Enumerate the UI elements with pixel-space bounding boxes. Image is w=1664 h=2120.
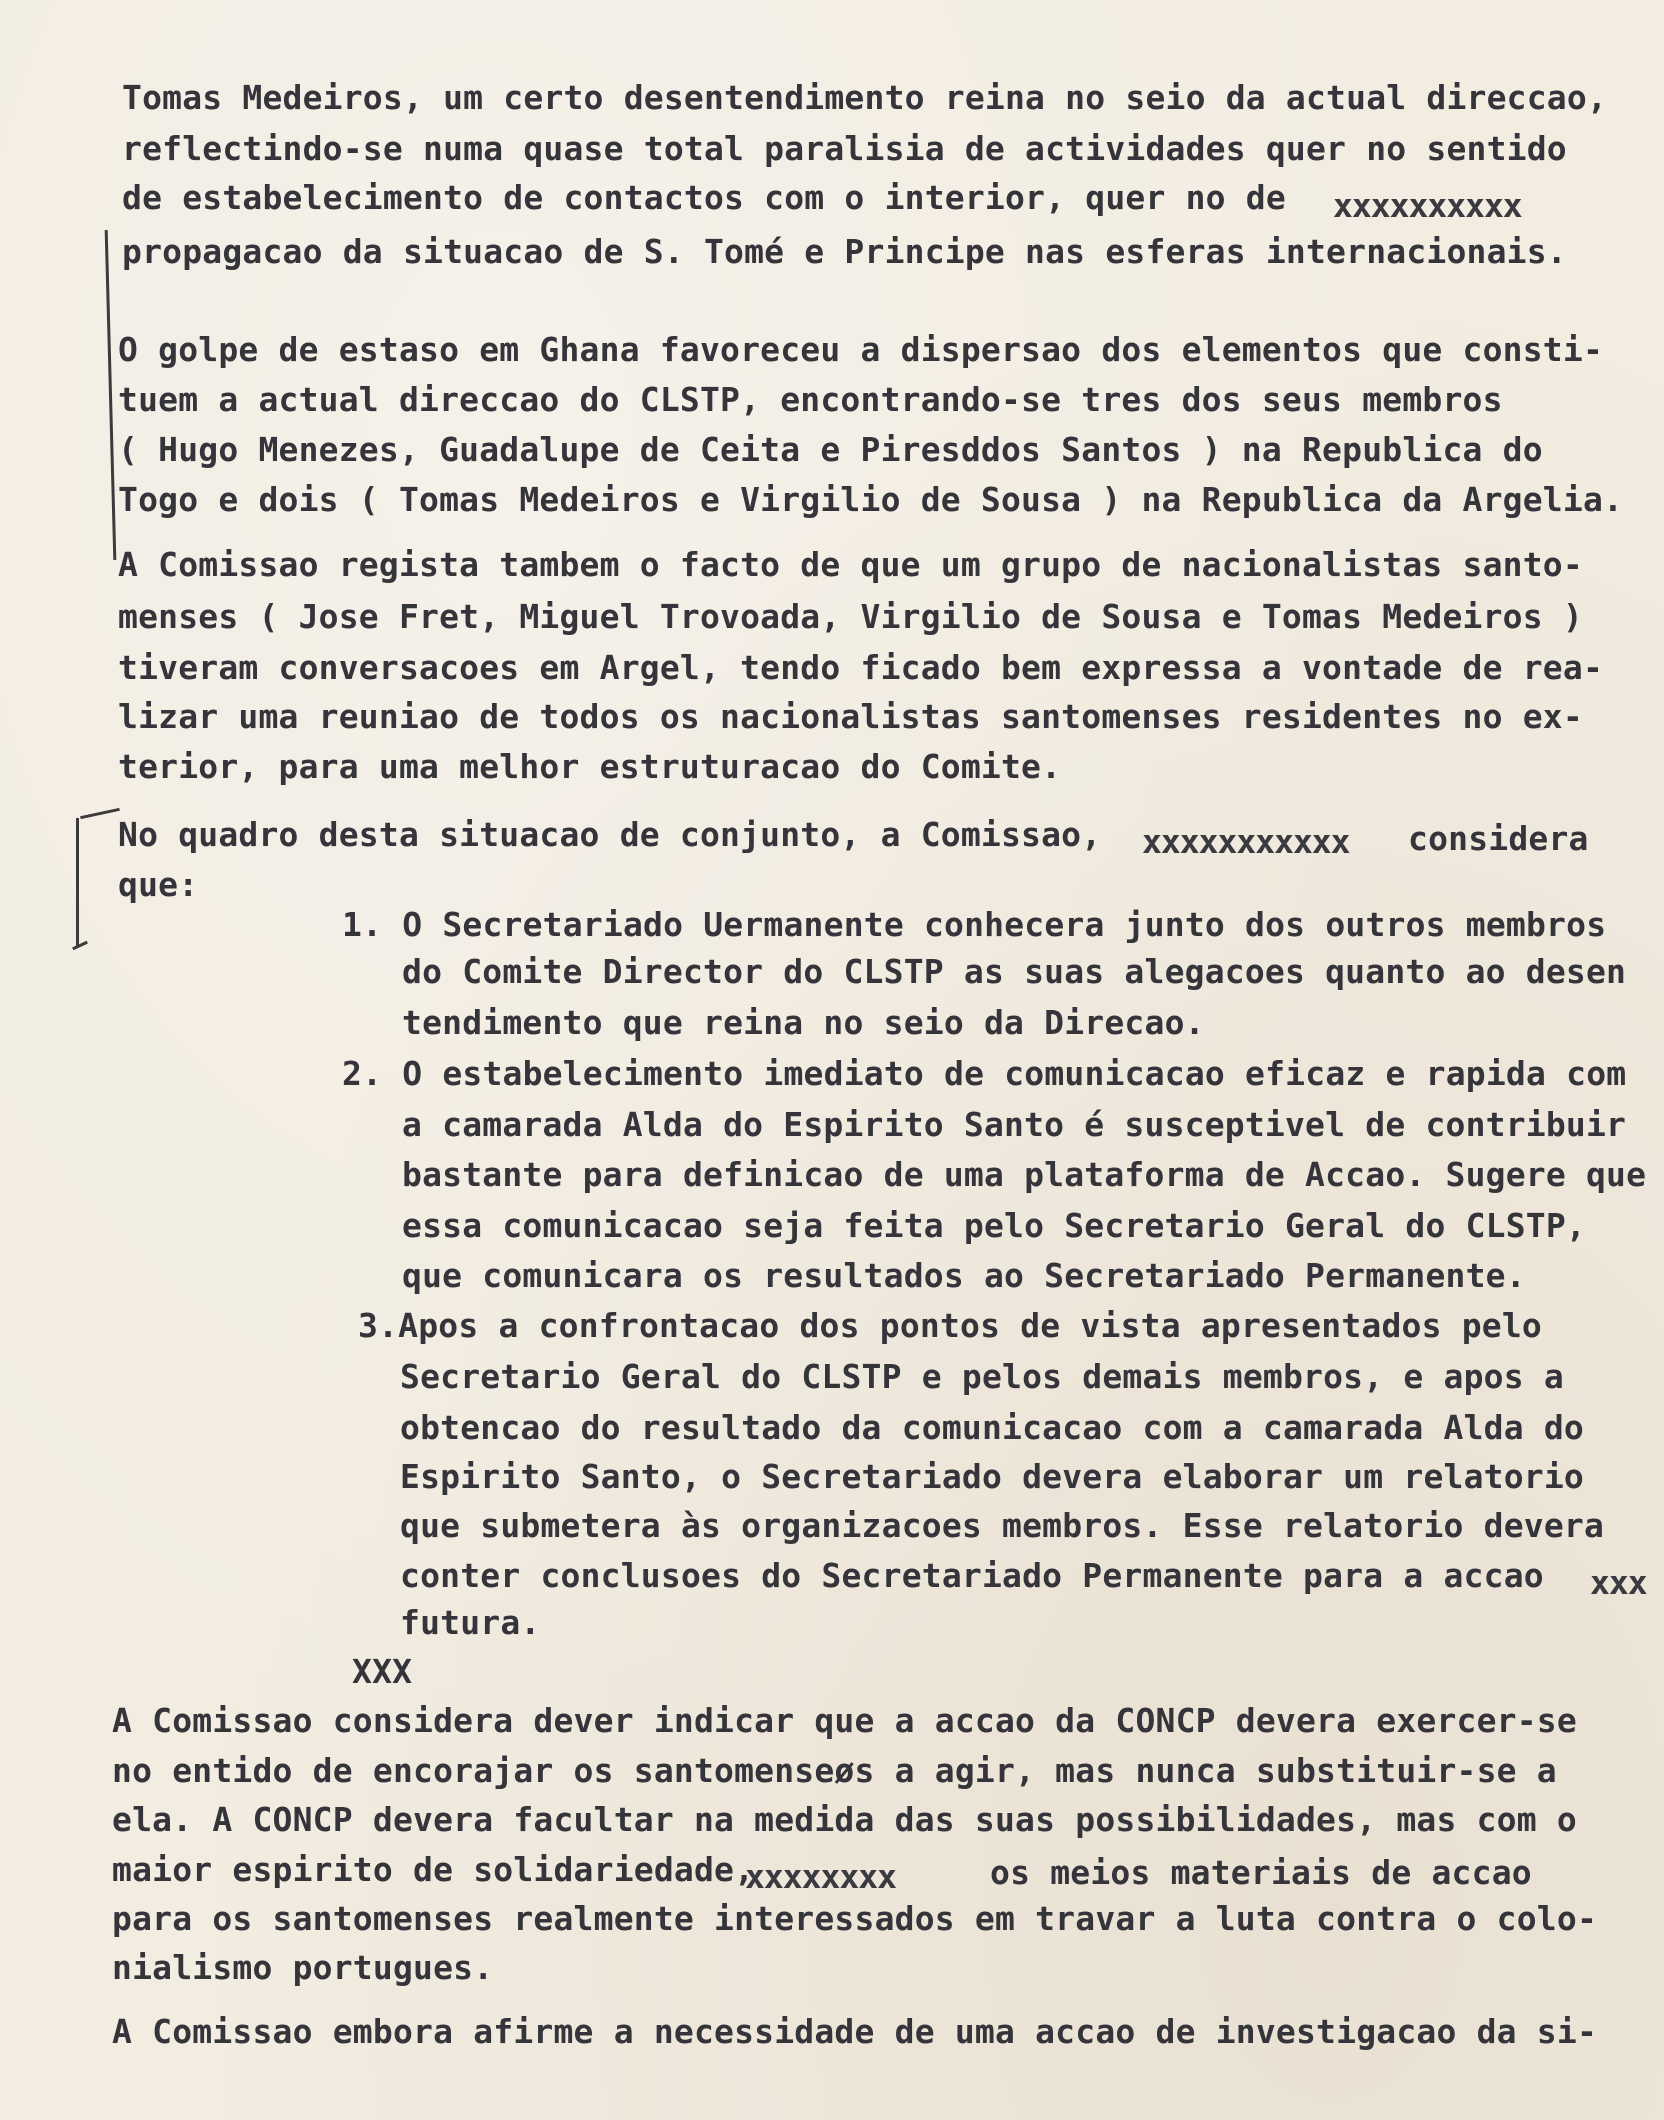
margin-bracket-vertical — [76, 818, 79, 948]
text-line: considera — [1408, 819, 1589, 858]
list-item-line: que comunicara os resultados ao Secretariado Permanente. — [402, 1256, 1526, 1295]
text-line: reflectindo-se numa quase total paralisia de actividades quer no sentido — [122, 129, 1567, 168]
list-item-line: bastante para definicao de uma plataforma de Accao. Sugere que — [402, 1155, 1647, 1194]
list-item-line: conter conclusoes do Secretariado Permanente para a accao — [400, 1556, 1544, 1595]
list-item-line: a camarada Alda do Espirito Santo é susceptivel de contribuir — [402, 1105, 1627, 1144]
section-separator: XXX — [352, 1652, 413, 1691]
text-line: nialismo portugues. — [112, 1948, 494, 1987]
list-item-line: obtencao do resultado da comunicacao com a camarada Alda do — [400, 1408, 1584, 1447]
list-item-line: tendimento que reina no seio da Direcao. — [402, 1003, 1205, 1042]
list-item-line: Espirito Santo, o Secretariado devera elaborar um relatorio — [400, 1457, 1584, 1496]
text-line: ela. A CONCP devera facultar na medida das suas possibilidades, mas com o — [112, 1800, 1577, 1839]
margin-bracket-bottom — [72, 941, 88, 950]
overstruck-word: xxx — [1590, 1563, 1647, 1602]
list-item-line: do Comite Director do CLSTP as suas alegacoes quanto ao desen — [402, 952, 1627, 991]
text-line: No quadro desta situacao de conjunto, a Comissao, — [118, 815, 1102, 854]
list-item-line: 1. O Secretariado Uermanente conhecera junto dos outros membros — [342, 905, 1607, 944]
text-line: os meios materiais de accao — [990, 1853, 1532, 1892]
text-line: ( Hugo Menezes, Guadalupe de Ceita e Piresddos Santos ) na Republica do — [118, 430, 1543, 469]
list-item-line: essa comunicacao seja feita pelo Secretario Geral do CLSTP, — [402, 1206, 1586, 1245]
text-line: A Comissao regista tambem o facto de que um grupo de nacionalistas santo- — [118, 545, 1583, 584]
list-item-line: futura. — [400, 1603, 541, 1642]
text-line: O golpe de estaso em Ghana favoreceu a dispersao dos elementos que consti- — [118, 330, 1604, 369]
text-line: de estabelecimento de contactos com o interior, quer no de — [122, 178, 1286, 217]
overstruck-word: xxxxxxxx — [745, 1857, 896, 1896]
list-item-line: 3.Apos a confrontacao dos pontos de vista apresentados pelo — [358, 1306, 1542, 1345]
list-item-line: 2. O estabelecimento imediato de comunicacao eficaz e rapida com — [342, 1054, 1627, 1093]
text-line: tiveram conversacoes em Argel, tendo ficado bem expressa a vontade de rea- — [118, 648, 1604, 687]
text-line: A Comissao considera dever indicar que a accao da CONCP devera exercer-se — [112, 1701, 1577, 1740]
text-line: A Comissao embora afirme a necessidade de uma accao de investigacao da si- — [112, 2012, 1598, 2051]
overstruck-word: xxxxxxxxxx — [1333, 186, 1522, 225]
text-line: Tomas Medeiros, um certo desentendimento reina no seio da actual direccao, — [122, 78, 1608, 117]
text-line: menses ( Jose Fret, Miguel Trovoada, Virgilio de Sousa e Tomas Medeiros ) — [118, 597, 1583, 636]
margin-vertical-mark — [105, 230, 117, 560]
text-line: para os santomenses realmente interessados em travar a luta contra o colo- — [112, 1899, 1598, 1938]
margin-bracket-top — [80, 808, 120, 819]
list-item-line: Secretario Geral do CLSTP e pelos demais membros, e apos a — [400, 1357, 1564, 1396]
text-line: no entido de encorajar os santomenseøs a agir, mas nunca substituir-se a — [112, 1751, 1557, 1790]
text-line: maior espirito de solidariedade, — [112, 1850, 755, 1889]
text-line: terior, para uma melhor estruturacao do Comite. — [118, 747, 1062, 786]
list-item-line: que submetera às organizacoes membros. Esse relatorio devera — [400, 1506, 1605, 1545]
text-line: lizar uma reuniao de todos os nacionalistas santomenses residentes no ex- — [118, 697, 1583, 736]
text-line: que: — [118, 865, 199, 904]
overstruck-word: xxxxxxxxxxx — [1142, 822, 1350, 861]
text-line: tuem a actual direccao do CLSTP, encontrando-se tres dos seus membros — [118, 380, 1503, 419]
text-line: propagacao da situacao de S. Tomé e Principe nas esferas internacionais. — [122, 232, 1567, 271]
text-line: Togo e dois ( Tomas Medeiros e Virgilio de Sousa ) na Republica da Argelia. — [118, 480, 1624, 519]
